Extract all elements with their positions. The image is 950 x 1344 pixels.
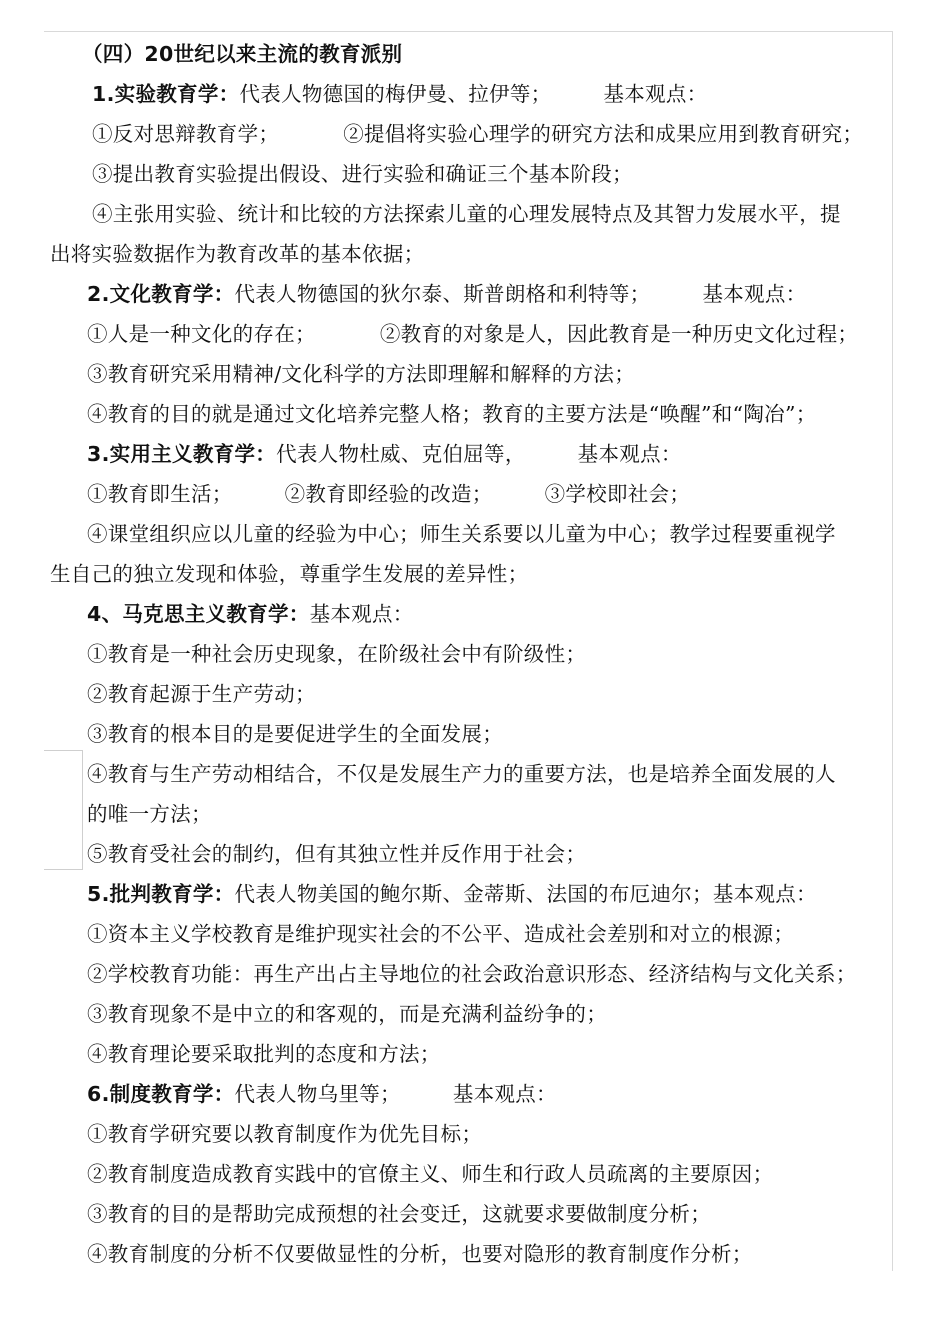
s6-basic-label: 基本观点： [452, 1082, 557, 1106]
s3-point-1-3: ①教育即生活； ②教育即经验的改造； ③学校即社会； [87, 482, 691, 506]
s5-point-2: ②学校教育功能：再生产出占主导地位的社会政治意识形态、经济结构与文化关系； [87, 962, 857, 986]
s4-heading-line [87, 599, 946, 629]
s1-point-4: ④主张用实验、统计和比较的方法探索儿童的心理发展特点及其智力发展水平，提 [92, 202, 841, 226]
s4-point-4-cont: 的唯一方法； [87, 802, 212, 826]
s6-heading-line [87, 1079, 946, 1109]
s6-representatives: 代表人物乌里等； [234, 1082, 401, 1106]
s6-point-1: ①教育学研究要以教育制度作为优先目标； [87, 1122, 483, 1146]
s2-point-1-2: ①人是一种文化的存在； ②教育的对象是人，因此教育是一种历史文化过程； [87, 322, 859, 346]
s4-point-5: ⑤教育受社会的制约，但有其独立性并反作用于社会； [87, 842, 587, 866]
s4-basic-label: 基本观点： [309, 602, 414, 626]
s3-basic-label: 基本观点： [577, 442, 682, 466]
s3-point-4: ④课堂组织应以儿童的经验为中心；师生关系要以儿童为中心；教学过程要重视学 [87, 522, 836, 546]
s2-heading-line [87, 279, 946, 309]
s6-point-4: ④教育制度的分析不仅要做显性的分析，也要对隐形的教育制度作分析； [87, 1242, 753, 1266]
s4-point-1: ①教育是一种社会历史现象，在阶级社会中有阶级性； [87, 642, 587, 666]
s5-point-4: ④教育理论要采取批判的态度和方法； [87, 1042, 441, 1066]
s5-heading-line [87, 879, 946, 909]
s1-point-1-2: ①反对思辩教育学； ②提倡将实验心理学的研究方法和成果应用到教育研究； [92, 122, 864, 146]
s5-point-3: ③教育现象不是中立的和客观的，而是充满利益纷争的； [87, 1002, 607, 1026]
s3-point-4-cont: 生自己的独立发现和体验，尊重学生发展的差异性； [50, 562, 529, 586]
s3-heading: 3.实用主义教育学： [87, 442, 277, 466]
s4-point-4: ④教育与生产劳动相结合，不仅是发展生产力的重要方法，也是培养全面发展的人 [87, 762, 836, 786]
s4-point-2: ②教育起源于生产劳动； [87, 682, 316, 706]
s2-heading: 2.文化教育学： [87, 282, 235, 306]
s2-basic-label: 基本观点： [702, 282, 807, 306]
s1-basic-label: 基本观点： [603, 82, 708, 106]
s5-point-1: ①资本主义学校教育是维护现实社会的不公平、造成社会差别和对立的根源； [87, 922, 795, 946]
s6-point-2: ②教育制度造成教育实践中的官僚主义、师生和行政人员疏离的主要原因； [87, 1162, 774, 1186]
s1-representatives: 代表人物德国的梅伊曼、拉伊等； [239, 82, 552, 106]
s6-point-3: ③教育的目的是帮助完成预想的社会变迁，这就要求要做制度分析； [87, 1202, 711, 1226]
s4-heading: 4、马克思主义教育学： [87, 602, 310, 626]
section-title: （四）20世纪以来主流的教育派别 [82, 42, 403, 66]
s1-heading-line [92, 79, 946, 109]
s4-point-3: ③教育的根本目的是要促进学生的全面发展； [87, 722, 503, 746]
page-edge-top [44, 31, 892, 32]
s2-point-3: ③教育研究采用精神/文化科学的方法即理解和解释的方法； [87, 362, 636, 386]
s3-heading-line [87, 439, 946, 469]
margin-bracket [44, 750, 83, 870]
s1-point-3: ③提出教育实验提出假设、进行实验和确证三个基本阶段； [92, 162, 633, 186]
s1-heading: 1.实验教育学： [92, 82, 240, 106]
s1-point-4-cont: 出将实验数据作为教育改革的基本依据； [50, 242, 425, 266]
s2-point-4: ④教育的目的就是通过文化培养完整人格；教育的主要方法是“唤醒”和“陶冶”； [87, 402, 817, 426]
s2-representatives: 代表人物德国的狄尔泰、斯普朗格和利特等； [234, 282, 651, 306]
s5-heading: 5.批判教育学： [87, 882, 235, 906]
s3-representatives: 代表人物杜威、克伯屈等， [276, 442, 526, 466]
s6-heading: 6.制度教育学： [87, 1082, 235, 1106]
s5-representatives: 代表人物美国的鲍尔斯、金蒂斯、法国的布厄迪尔；基本观点： [234, 882, 817, 906]
